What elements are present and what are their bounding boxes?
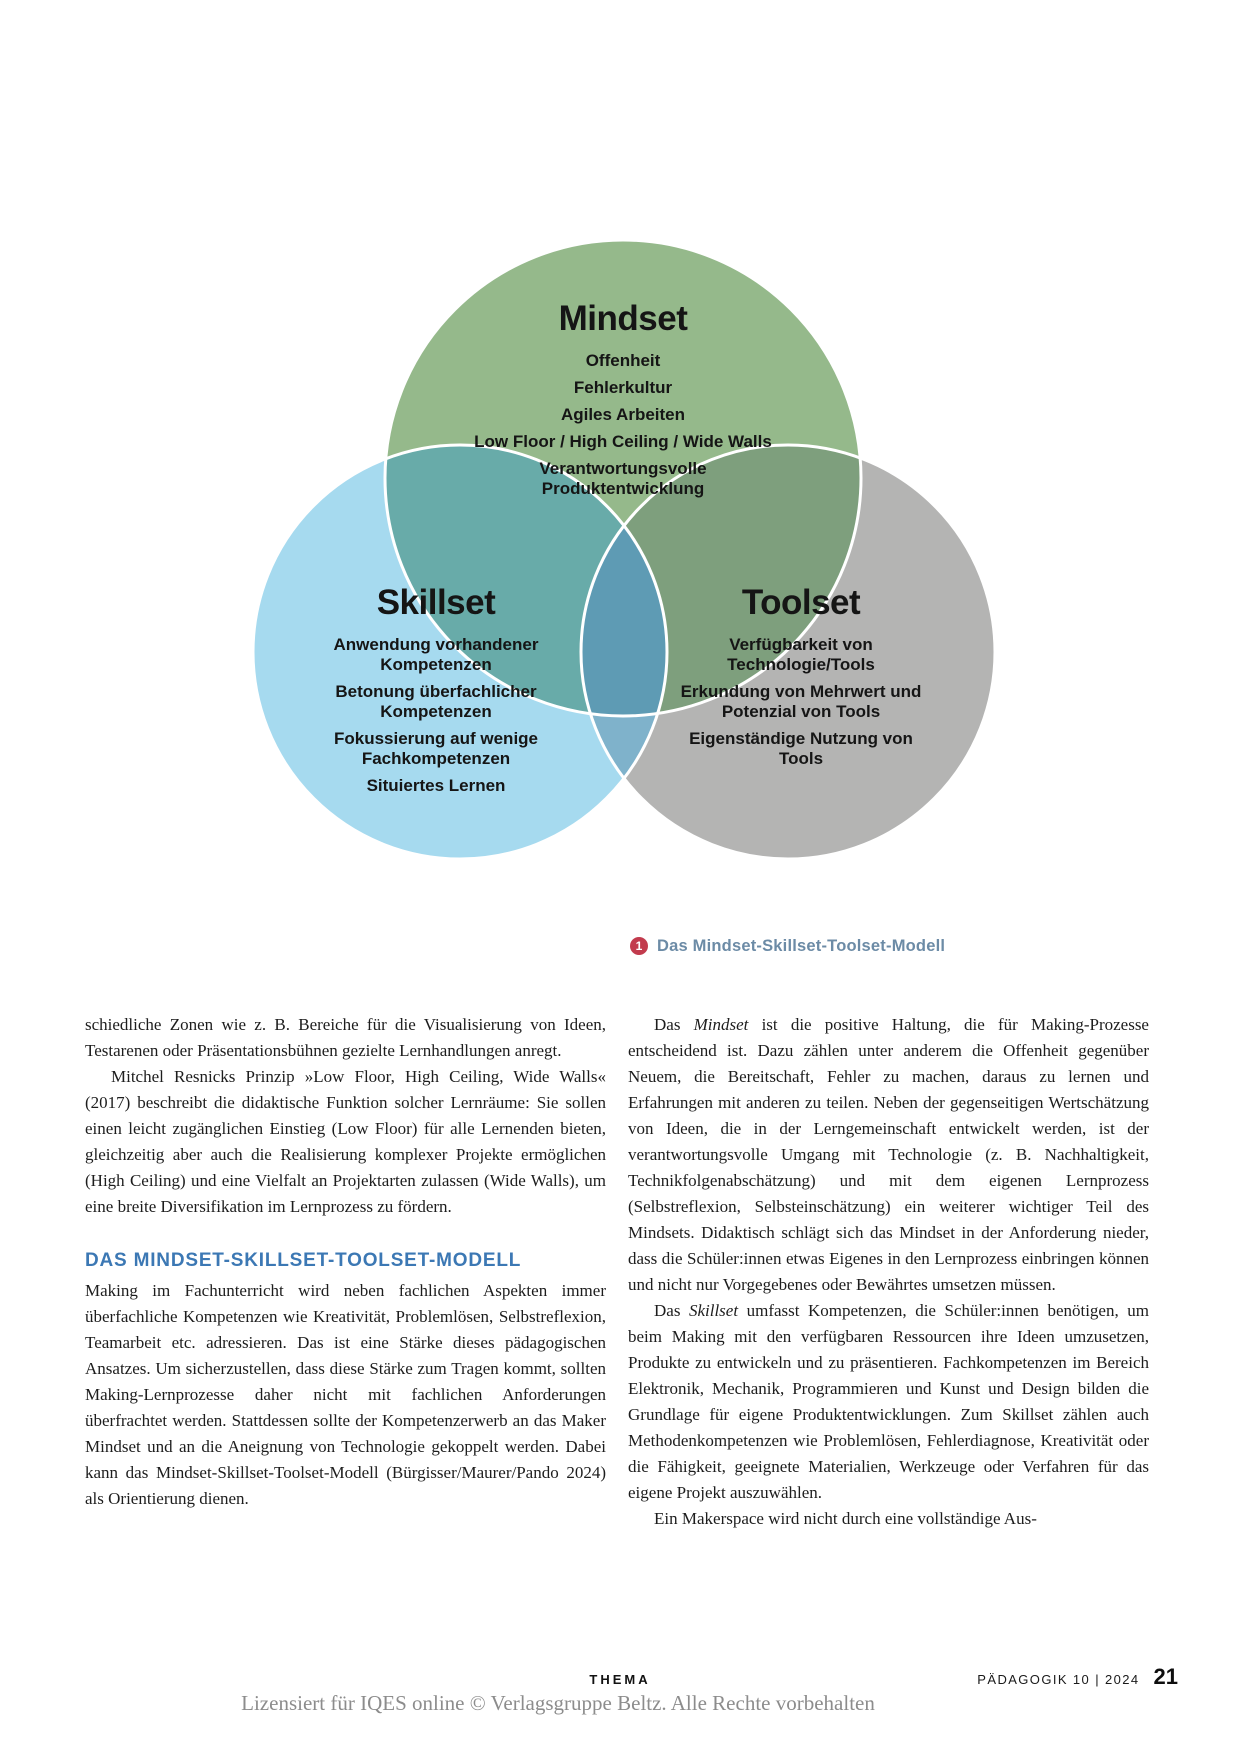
paragraph: Mitchel Resnicks Prinzip »Low Floor, High Ceiling, Wide Walls« (2017) beschreibt die didaktische Funktion solcher Lernräume: Sie sollen einen leicht zugänglichen Einstieg (Low Floor) für alle Lernenden bieten, gleichzeitig aber auch die Realisierung komplexer Projekte ermöglichen (High Ceiling) und eine Vielfalt an Projektarten zulassen (Wide Walls), um eine breite Diversifikation im Lernprozess zu fördern. [85,1067,606,1216]
section-heading: DAS MINDSET-SKILLSET-TOOLSET-MODELL [85,1250,522,1271]
footer-journal-block [977,1664,1178,1690]
paragraph: Das Skillset umfasst Kompetenzen, die Schüler:innen benötigen, um beim Making mit den verfügbaren Ressourcen ihre Ideen umzusetzen, Produkte zu entwickeln und zu präsentieren. Fachkompetenzen im Bereich Elektronik, Mechanik, Programmieren und Kunst und Design bilden die Grundlage für eigene Produktentwicklungen. Zum Skillset zählen auch Methodenkompetenzen wie Problemlösen, Fehlerdiagnose, Kreativität oder die Fähigkeit, geeignete Materialien, Werkzeuge oder Verfahren für das eigene Projekt auszuwählen. [628,1301,1149,1502]
footer-page-number: 21 [1153,1664,1178,1689]
figure-caption [630,936,945,956]
license-notice: Lizensiert für IQES online © Verlagsgruppe Beltz. Alle Rechte vorbehalten [241,1691,875,1715]
toolset-title: Toolset [741,583,861,622]
toolset-item: Eigenständige Nutzung von Tools [689,729,913,768]
mindset-title: Mindset [558,299,688,338]
skillset-item: Anwendung vorhandener Kompetenzen [333,635,539,674]
paragraph: schiedliche Zonen wie z. B. Bereiche für die Visualisierung von Ideen, Testarenen oder Präsentationsbühnen gezielte Lernhandlungen anregt. [85,1015,606,1060]
mindset-item: Fehlerkultur [573,378,673,397]
toolset-item: Verfügbarkeit von Technologie/Tools [727,635,875,674]
skillset-item: Betonung überfachlicher Kompetenzen [335,682,537,721]
toolset-items [601,635,1001,769]
skillset-item: Fokussierung auf wenige Fachkompetenzen [333,729,539,768]
footer-journal-info: PÄDAGOGIK 10 | 2024 [977,1672,1140,1687]
toolset-item: Erkundung von Mehrwert und Potenzial von Tools [680,682,922,721]
paragraph: Das Mindset ist die positive Haltung, die für Making-Prozesse entscheidend ist. Dazu zählen unter anderem die Offenheit gegenüber Neuem, die Bereitschaft, Fehler zu machen, daraus zu lernen und Erfahrungen mit anderen zu teilen. Neben der gegenseitigen Wertschätzung von Ideen, die in der Lerngemeinschaft entwickelt werden, ist der verantwortungsvolle Umgang mit Technologie (z. B. Nachhaltigkeit, Technikfolgenabschätzung) und mit dem eigenen Lernprozess (Selbstreflexion, Selbsteinschätzung) ein weiterer wichtiger Teil des Mindsets. Didaktisch schlägt sich das Mindset in der Anforderung nieder, dass die Schüler:innen etwas Eigenes in den Lernprozess einbringen können und nicht nur Vorgegebenes oder Bewährtes umsetzen müssen. [628,1015,1149,1294]
skillset-label-block [236,584,636,796]
mindset-label-block [383,300,863,499]
mindset-item: Offenheit [585,351,661,370]
figure-caption-text: Das Mindset-Skillset-Toolset-Modell [657,937,946,955]
skillset-title: Skillset [376,583,496,622]
figure-number-badge: 1 [630,937,648,955]
footer-section-label: THEMA [589,1672,651,1687]
skillset-item: Situiertes Lernen [366,776,506,795]
toolset-label-block [601,584,1001,769]
article-column-right [628,1012,1149,1532]
paragraph: Making im Fachunterricht wird neben fachlichen Aspekten immer überfachliche Kompetenzen wie Kreativität, Problemlösen, Selbstreflexion, Teamarbeit etc. adressieren. Das ist eine Stärke dieses pädagogischen Ansatzes. Um sicherzustellen, dass diese Stärke zum Tragen kommt, sollten Making-Lernprozesse daher nicht mit fachlichen Anforderungen überfrachtet werden. Stattdessen sollte der Kompetenzerwerb an das Maker Mindset und an die Aneignung von Technologie gekoppelt werden. Dabei kann das Mindset-Skillset-Toolset-Modell (Bürgisser/Maurer/Pando 2024) als Orientierung dienen. [85,1281,606,1508]
mindset-items [383,351,863,499]
skillset-items [236,635,636,796]
paragraph: Ein Makerspace wird nicht durch eine vollständige Aus- [654,1509,1037,1528]
mindset-item: Agiles Arbeiten [560,405,686,424]
article-column-left [85,1012,606,1512]
mindset-item: Low Floor / High Ceiling / Wide Walls [474,432,772,451]
mindset-item: Verantwortungsvolle Produktentwicklung [539,459,707,498]
